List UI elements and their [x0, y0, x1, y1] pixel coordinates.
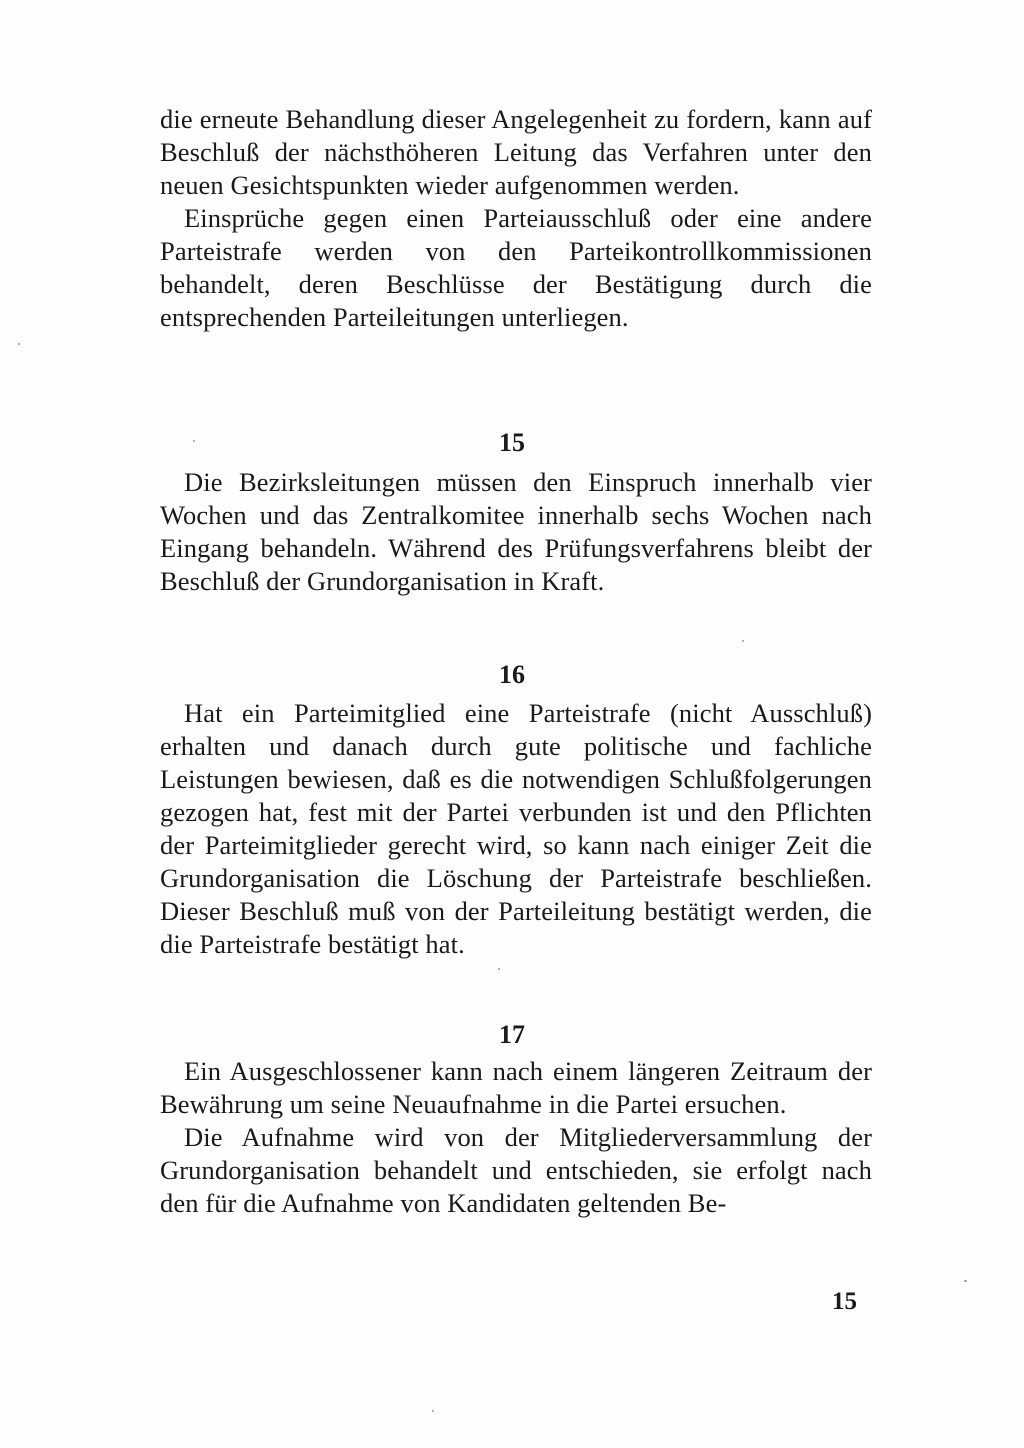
- text-block-section-17: [160, 1055, 872, 1220]
- paper-speck: [432, 1410, 434, 1412]
- paragraph: Hat ein Parteimitglied eine Parteistrafe (nicht Ausschluß) erhalten und danach durch gute politische und fachliche Leistungen bewiesen, daß es die notwendigen Schlußfolgerungen gezogen hat, fest mit der Partei verbunden ist und den Pflichten der Parteimitglieder gerecht wird, so kann nach einiger Zeit die Grundorganisation die Löschung der Parteistrafe beschließen. Dieser Beschluß muß von der Parteileitung bestätigt werden, die die Parteistrafe bestätigt hat.: [160, 698, 872, 959]
- paragraph: die erneute Behandlung dieser Angelegenheit zu fordern, kann auf Beschluß der nächsthöheren Leitung das Verfahren unter den neuen Gesichtspunkten wieder aufgenommen werden.: [160, 104, 872, 200]
- text-block-section-16: [160, 697, 872, 961]
- section-number: 17: [499, 1020, 525, 1049]
- paragraph: Einsprüche gegen einen Parteiausschluß oder eine andere Parteistrafe werden von den Parteikontrollkommissionen behandelt, deren Beschlüsse der Bestätigung durch die entsprechenden Parteileitungen unterliegen.: [160, 203, 872, 332]
- paper-speck: [742, 640, 744, 642]
- paper-speck: [498, 968, 500, 970]
- text-block-section-15: [160, 466, 872, 598]
- page-number: 15: [832, 1288, 857, 1315]
- paper-speck: [18, 343, 20, 345]
- paper-speck: [193, 440, 195, 442]
- paragraph: Ein Ausgeschlossener kann nach einem längeren Zeitraum der Bewährung um seine Neuaufnahme in die Partei ersuchen.: [160, 1056, 872, 1119]
- text-block-intro: [160, 103, 872, 334]
- section-number: 15: [499, 428, 525, 457]
- section-number: 16: [499, 660, 525, 689]
- paper-speck: [964, 1280, 967, 1282]
- paragraph: Die Bezirksleitungen müssen den Einspruch innerhalb vier Wochen und das Zentralkomitee innerhalb sechs Wochen nach Eingang behandeln. Während des Prüfungsverfahrens bleibt der Beschluß der Grundorganisation in Kraft.: [160, 467, 872, 596]
- paragraph: Die Aufnahme wird von der Mitgliederversammlung der Grundorganisation behandelt und entschieden, sie erfolgt nach den für die Aufnahme von Kandidaten geltenden Be-: [160, 1122, 872, 1218]
